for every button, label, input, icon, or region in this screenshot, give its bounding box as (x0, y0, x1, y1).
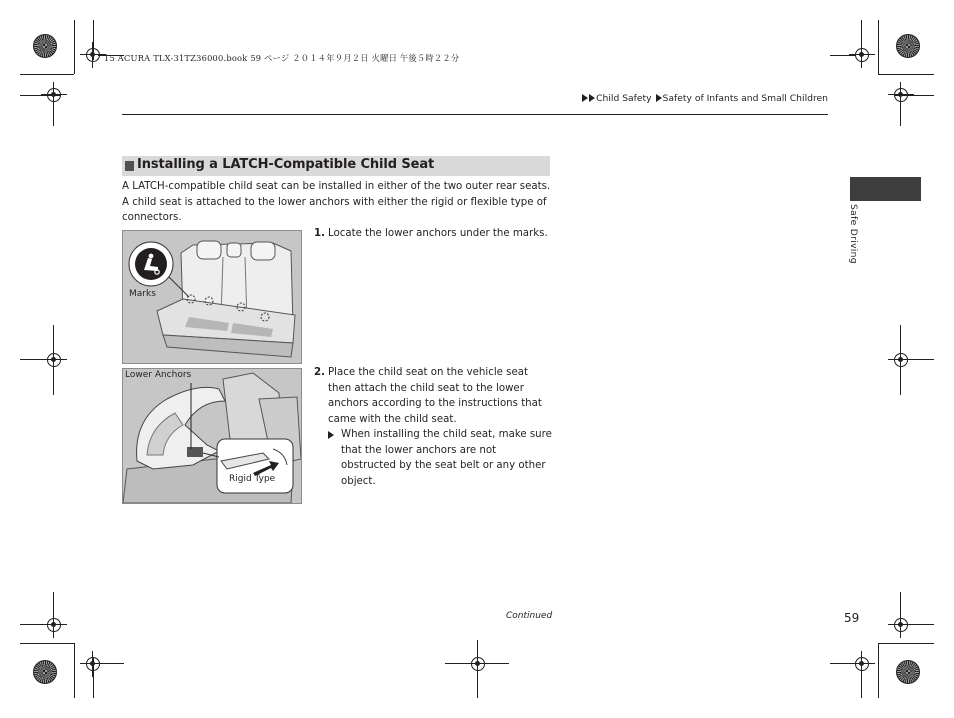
section-marker-icon (125, 161, 134, 171)
registration-mark-icon (41, 612, 67, 638)
header-rule (122, 114, 828, 115)
step-text: Place the child seat on the vehicle seat then attach the child seat to the lower anchors according to the instructions that came with the child seat. (328, 367, 542, 425)
color-rosette-icon (896, 34, 920, 58)
figure-label-lower-anchors: Lower Anchors (125, 370, 192, 380)
figure-lower-anchors (122, 368, 302, 504)
page-number: 59 (844, 611, 860, 625)
step-2 (314, 365, 554, 427)
color-rosette-icon (896, 660, 920, 684)
file-header: 15 ACURA TLX-31TZ36000.book 59 ページ ２０１４年９月２日 火曜日 午後５時２２分 (104, 53, 460, 63)
step-2-note (328, 427, 554, 489)
child-seat-anchor-icon (135, 248, 167, 280)
color-rosette-icon (33, 34, 57, 58)
breadcrumb-item-safety-infants[interactable]: Safety of Infants and Small Children (662, 93, 828, 104)
breadcrumb-item-child-safety[interactable]: Child Safety (596, 93, 652, 104)
chapter-tab[interactable] (850, 177, 921, 201)
registration-mark-icon (41, 347, 67, 373)
registration-mark-icon (849, 651, 875, 677)
step-number: 1. (314, 228, 325, 239)
registration-mark-icon (888, 347, 914, 373)
continued-label: Continued (506, 611, 553, 621)
step-1 (314, 226, 554, 242)
section-title: Installing a LATCH-Compatible Child Seat (137, 157, 435, 172)
figure-label-marks: Marks (129, 289, 156, 299)
note-text: When installing the child seat, make sure that the lower anchors are not obstructed by the seat belt or any other object. (341, 429, 552, 487)
chapter-tab-label: Safe Driving (848, 204, 859, 264)
figure-label-rigid-type: Rigid Type (229, 474, 276, 484)
step-number: 2. (314, 367, 325, 378)
section-heading (122, 156, 550, 176)
breadcrumb-arrow-icon (656, 94, 662, 102)
figure-rear-seat-marks (122, 230, 302, 364)
breadcrumb (582, 93, 828, 104)
registration-mark-icon (465, 651, 491, 677)
step-text: Locate the lower anchors under the marks. (328, 228, 548, 239)
registration-mark-icon (888, 612, 914, 638)
breadcrumb-arrow-icon (589, 94, 595, 102)
breadcrumb-arrow-icon (582, 94, 588, 102)
color-rosette-icon (33, 660, 57, 684)
section-intro: A LATCH-compatible child seat can be installed in either of the two outer rear seats. A child seat is attached to the lower anchors with either the rigid or flexible type of connectors. (122, 181, 551, 224)
note-arrow-icon (328, 431, 334, 439)
